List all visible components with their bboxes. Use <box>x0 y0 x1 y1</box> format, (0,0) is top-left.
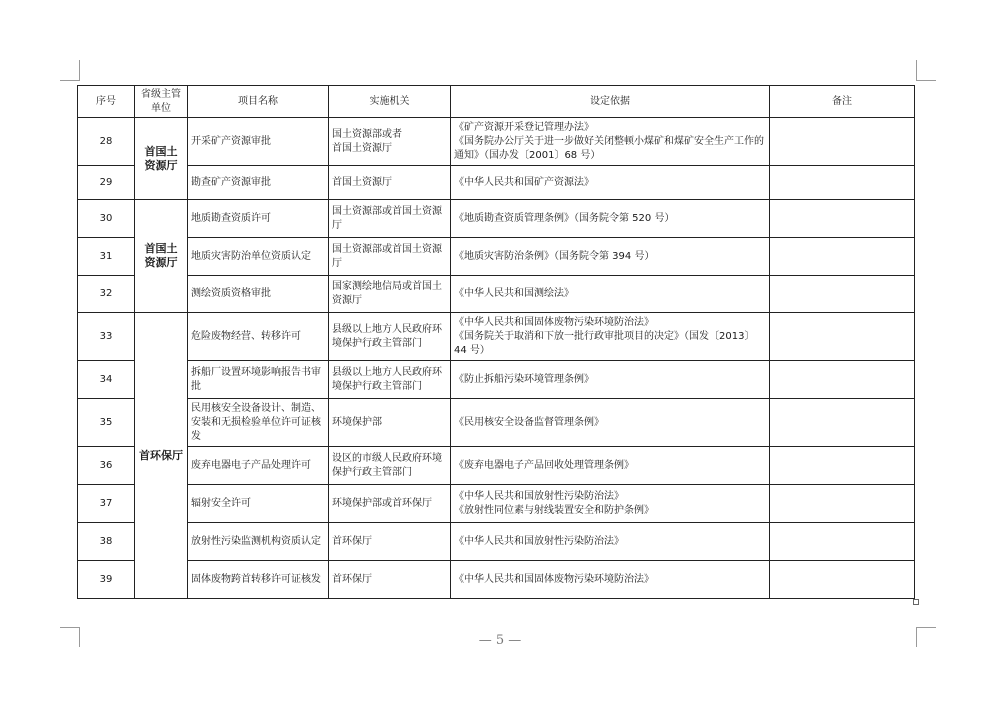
row-item: 固体废物跨首转移许可证核发 <box>188 561 329 599</box>
crop-mark <box>916 627 917 647</box>
table-row <box>78 561 915 599</box>
row-remarks <box>770 485 915 523</box>
row-seq: 32 <box>78 276 135 313</box>
row-seq: 29 <box>78 166 135 200</box>
basis-line: 《民用核安全设备监督管理条例》 <box>454 416 604 428</box>
row-agency: 环境保护部 <box>329 399 451 447</box>
approval-items-table <box>77 85 915 599</box>
row-seq: 38 <box>78 523 135 561</box>
row-item: 勘查矿产资源审批 <box>188 166 329 200</box>
crop-mark <box>60 627 80 628</box>
row-remarks <box>770 361 915 399</box>
row-agency: 环境保护部或首环保厅 <box>329 485 451 523</box>
basis-line: 《国务院办公厅关于进一步做好关闭整顿小煤矿和煤矿安全生产工作的通知》（国办发〔2001〕68 号） <box>454 135 764 161</box>
row-item: 地质灾害防治单位资质认定 <box>188 238 329 276</box>
table-row <box>78 238 915 276</box>
basis-line: 《国务院关于取消和下放一批行政审批项目的决定》（国发〔2013〕44 号） <box>454 330 755 356</box>
basis-line: 《放射性同位素与射线装置安全和防护条例》 <box>454 504 654 516</box>
row-basis <box>451 361 770 399</box>
row-item: 测绘资质资格审批 <box>188 276 329 313</box>
row-basis <box>451 166 770 200</box>
table-row <box>78 166 915 200</box>
unit-group <box>135 313 188 599</box>
basis-line: 《矿产资源开采登记管理办法》 <box>454 121 594 133</box>
basis-line: 《地质灾害防治条例》（国务院令第 394 号） <box>454 250 655 262</box>
page-number: — 5 — <box>478 633 522 648</box>
row-agency: 设区的市级人民政府环境保护行政主管部门 <box>329 447 451 485</box>
row-agency: 国家测绘地信局或首国土资源厅 <box>329 276 451 313</box>
row-item: 拆船厂设置环境影响报告书审批 <box>188 361 329 399</box>
basis-line: 《中华人民共和国放射性污染防治法》 <box>454 535 624 547</box>
row-seq: 37 <box>78 485 135 523</box>
row-basis <box>451 561 770 599</box>
row-seq: 36 <box>78 447 135 485</box>
crop-mark <box>916 80 936 81</box>
basis-line: 《中华人民共和国固体废物污染环境防治法》 <box>454 316 654 328</box>
row-basis <box>451 238 770 276</box>
row-remarks <box>770 276 915 313</box>
basis-line: 《中华人民共和国矿产资源法》 <box>454 176 594 188</box>
unit-label: 首国土 资源厅 <box>144 242 178 269</box>
row-basis <box>451 276 770 313</box>
table-row <box>78 485 915 523</box>
row-remarks <box>770 118 915 166</box>
row-basis <box>451 447 770 485</box>
row-agency: 县级以上地方人民政府环境保护行政主管部门 <box>329 361 451 399</box>
header-agency: 实施机关 <box>329 86 451 118</box>
unit-group <box>135 200 188 313</box>
row-seq: 30 <box>78 200 135 238</box>
row-item: 开采矿产资源审批 <box>188 118 329 166</box>
crop-mark <box>916 627 936 628</box>
row-basis <box>451 200 770 238</box>
row-agency: 国土资源部或首国土资源厅 <box>329 200 451 238</box>
table-row <box>78 276 915 313</box>
row-seq: 33 <box>78 313 135 361</box>
row-remarks <box>770 238 915 276</box>
table-row <box>78 447 915 485</box>
table-row <box>78 361 915 399</box>
header-item: 项目名称 <box>188 86 329 118</box>
row-item: 辐射安全许可 <box>188 485 329 523</box>
basis-line: 《中华人民共和国放射性污染防治法》 <box>454 490 624 502</box>
row-remarks <box>770 561 915 599</box>
row-seq: 35 <box>78 399 135 447</box>
table-row <box>78 523 915 561</box>
header-remarks: 备注 <box>770 86 915 118</box>
basis-line: 《中华人民共和国测绘法》 <box>454 288 574 299</box>
row-agency: 国土资源部或首国土资源厅 <box>329 238 451 276</box>
unit-label: 首国土 资源厅 <box>144 144 178 172</box>
row-item: 放射性污染监测机构资质认定 <box>188 523 329 561</box>
row-agency: 首环保厅 <box>329 561 451 599</box>
crop-mark <box>916 60 917 80</box>
crop-mark <box>79 60 80 80</box>
row-remarks <box>770 313 915 361</box>
row-remarks <box>770 166 915 200</box>
table-row <box>78 118 915 166</box>
row-item: 民用核安全设备设计、制造、安装和无损检验单位许可证核发 <box>188 399 329 447</box>
table-corner-marker <box>913 599 919 605</box>
row-agency: 县级以上地方人民政府环境保护行政主管部门 <box>329 313 451 361</box>
row-remarks <box>770 523 915 561</box>
row-remarks <box>770 200 915 238</box>
row-item: 地质勘查资质许可 <box>188 200 329 238</box>
row-seq: 31 <box>78 238 135 276</box>
table-header-row <box>78 86 915 118</box>
header-basis: 设定依据 <box>451 86 770 118</box>
row-agency: 首环保厅 <box>329 523 451 561</box>
basis-line: 《防止拆船污染环境管理条例》 <box>454 373 594 385</box>
row-item: 危险废物经营、转移许可 <box>188 313 329 361</box>
row-remarks <box>770 447 915 485</box>
table-row <box>78 399 915 447</box>
unit-group <box>135 118 188 200</box>
row-item: 废弃电器电子产品处理许可 <box>188 447 329 485</box>
row-basis <box>451 485 770 523</box>
basis-line: 《地质勘查资质管理条例》（国务院令第 520 号） <box>454 212 675 224</box>
row-basis <box>451 399 770 447</box>
row-agency: 国土资源部或者 首国土资源厅 <box>329 118 451 166</box>
row-basis <box>451 313 770 361</box>
header-seq: 序号 <box>78 86 135 118</box>
unit-label: 首环保厅 <box>139 448 183 462</box>
row-basis <box>451 118 770 166</box>
row-basis <box>451 523 770 561</box>
crop-mark <box>60 80 80 81</box>
row-remarks <box>770 399 915 447</box>
row-agency: 首国土资源厅 <box>329 166 451 200</box>
row-seq: 28 <box>78 118 135 166</box>
table-row <box>78 313 915 361</box>
header-unit: 省级主管单位 <box>135 86 188 118</box>
basis-line: 《中华人民共和国固体废物污染环境防治法》 <box>454 573 654 585</box>
table-row <box>78 200 915 238</box>
crop-mark <box>79 627 80 647</box>
row-seq: 39 <box>78 561 135 599</box>
row-seq: 34 <box>78 361 135 399</box>
basis-line: 《废弃电器电子产品回收处理管理条例》 <box>454 459 634 471</box>
